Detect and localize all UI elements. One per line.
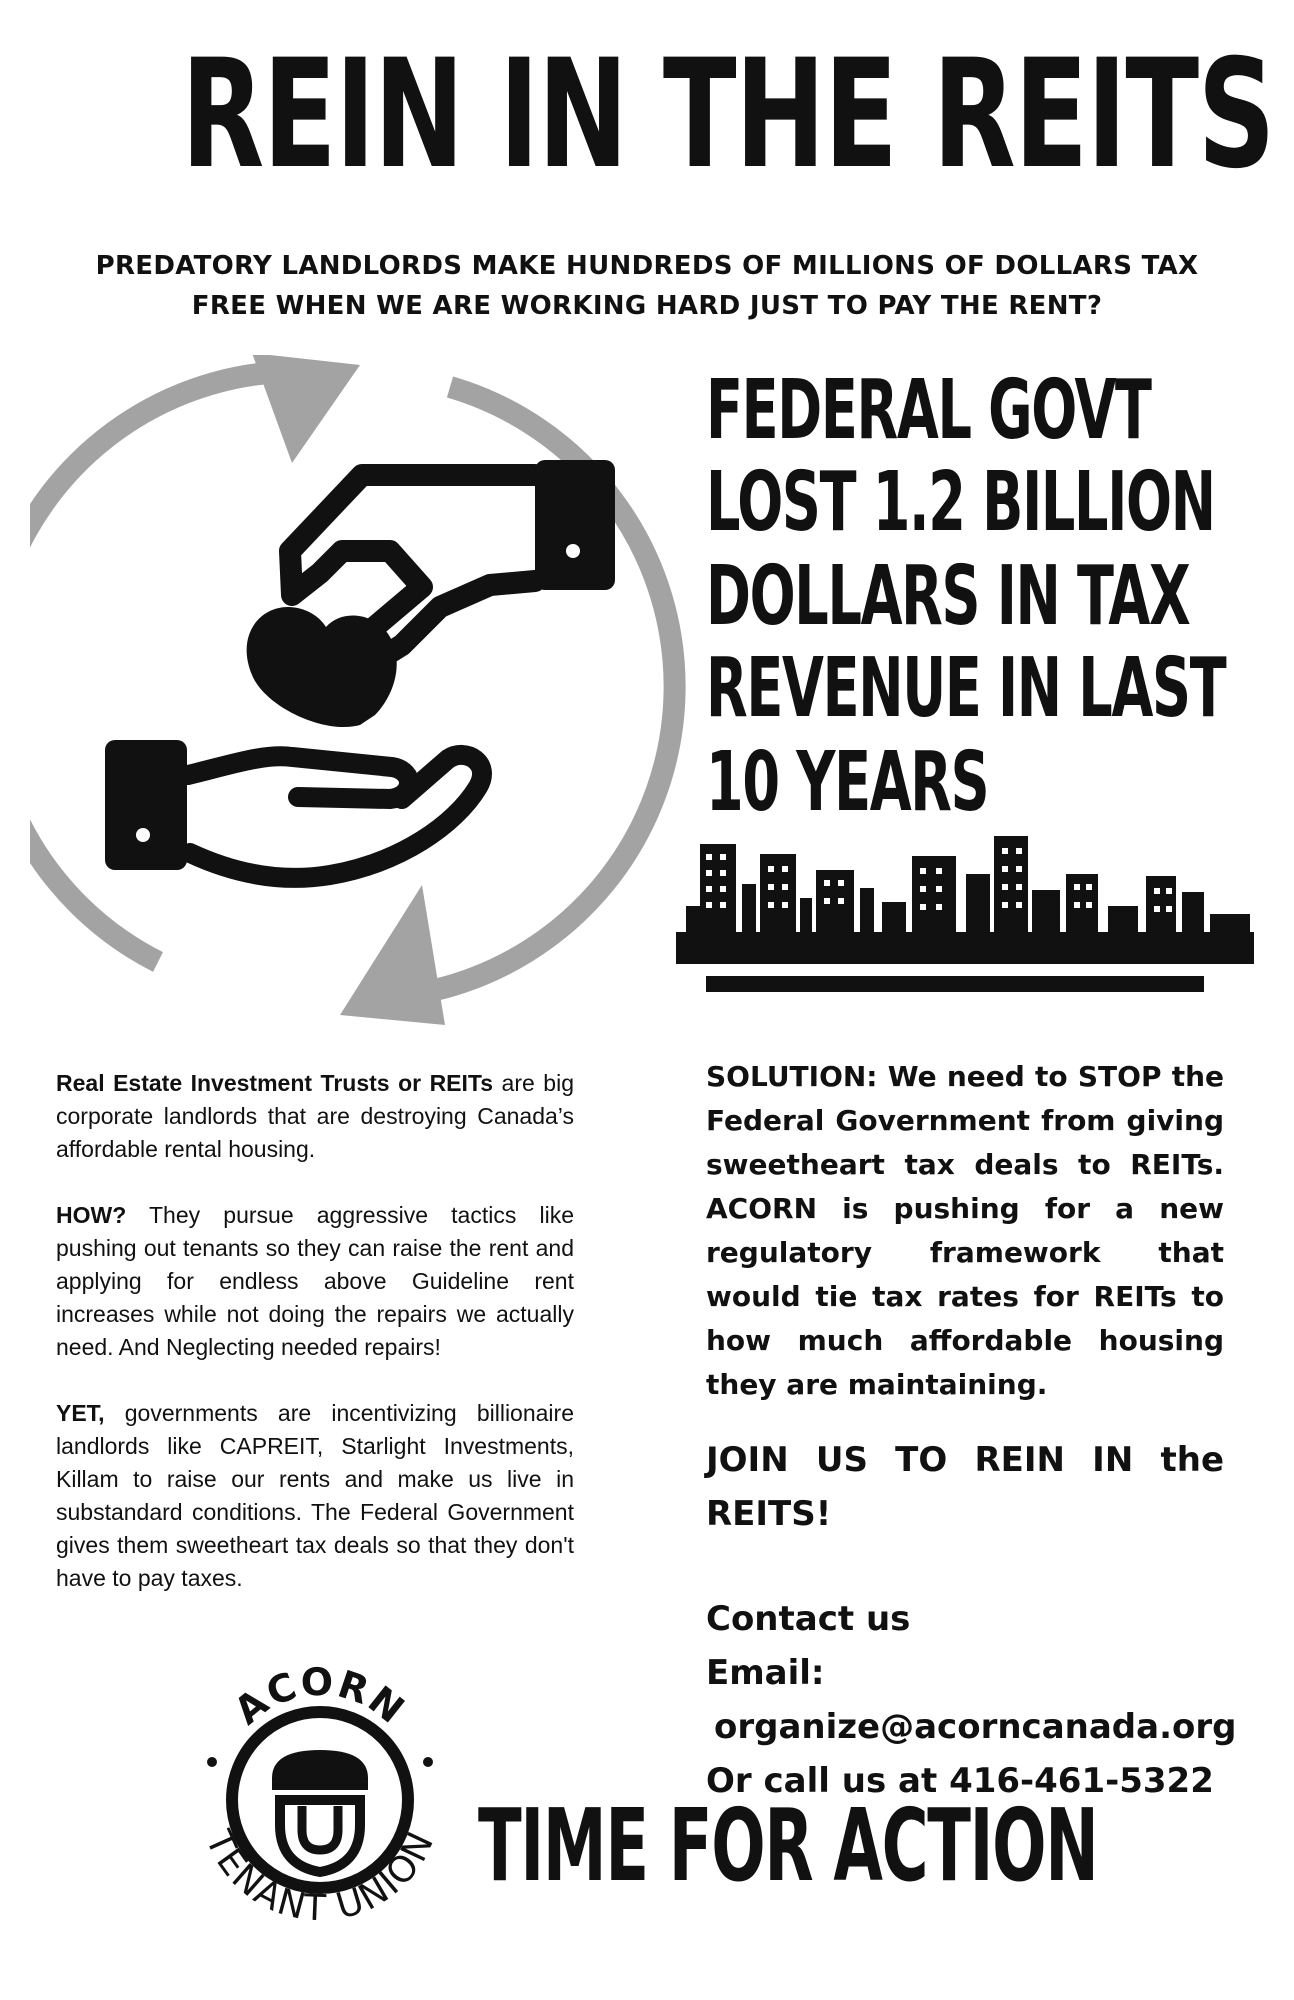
subtitle-line-2: FREE WHEN WE ARE WORKING HARD JUST TO PAY THE RENT? [191, 291, 1103, 321]
svg-text:ACORN [226, 1660, 414, 1733]
time-for-action-heading: TIME FOR ACTION [478, 1787, 1098, 1904]
how-bold: HOW? [56, 1202, 127, 1228]
city-skyline-icon [676, 826, 1256, 966]
intro-paragraph [56, 1067, 574, 1166]
intro-bold: Real Estate Investment Trusts or REITs [56, 1070, 494, 1096]
stat-line-5: 10 YEARS [706, 735, 989, 830]
yet-text: governments are incentivizing billionaire landlords like CAPREIT, Starlight Investments, Killam to raise our rents and make us live in substandard conditions. The Federal Government gives them sweetheart tax deals so that they don't have to pay taxes. [56, 1400, 574, 1591]
contact-block [706, 1592, 1266, 1808]
logo-bottom-text: TENANT UNION [197, 1824, 443, 1930]
logo-top-text: ACORN [225, 1659, 414, 1734]
email-label: Email: [706, 1653, 825, 1693]
email-link[interactable]: organize@acorncanada.org [714, 1707, 1237, 1747]
solution-paragraph: SOLUTION: We need to STOP the Federal Government from giving sweetheart tax deals to REITs. ACORN is pushing for a new regulatory framework that would tie tax rates for REITs to how much affordable housing they are maintaining. [706, 1060, 1224, 1401]
stat-line-1: FEDERAL GOVT [706, 363, 1151, 458]
subtitle [60, 246, 1234, 326]
page-title: REIN IN THE REITS [181, 28, 1274, 202]
hand-giving-heart-icon [30, 355, 690, 1035]
intro-text: are big corporate landlords that are destroying Canada’s affordable rental housing. [56, 1070, 574, 1162]
skyline-underline [706, 976, 1204, 992]
contact-heading: Contact us [706, 1599, 911, 1639]
acorn-icon [272, 1750, 368, 1872]
acorn-tenant-union-logo [180, 1650, 460, 1950]
phone-line[interactable]: Or call us at 416-461-5322 [706, 1761, 1214, 1801]
join-callout: JOIN US TO REIN IN the REITS! [706, 1440, 1224, 1534]
yet-paragraph [56, 1397, 574, 1595]
how-text: They pursue aggressive tactics like pushing out tenants so they can raise the rent and applying for endless above Guideline rent increases while not doing the repairs we actually need. And Neglecting needed repairs! [56, 1202, 574, 1360]
how-paragraph [56, 1199, 574, 1364]
subtitle-line-1: PREDATORY LANDLORDS MAKE HUNDREDS OF MILLIONS OF DOLLARS TAX [95, 251, 1199, 281]
stat-line-4: REVENUE IN LAST [706, 641, 1226, 736]
stat-line-2: LOST 1.2 BILLION [706, 455, 1215, 550]
stat-line-3: DOLLARS IN TAX [706, 549, 1190, 644]
yet-bold: YET, [56, 1400, 105, 1426]
left-column [56, 1067, 574, 1628]
